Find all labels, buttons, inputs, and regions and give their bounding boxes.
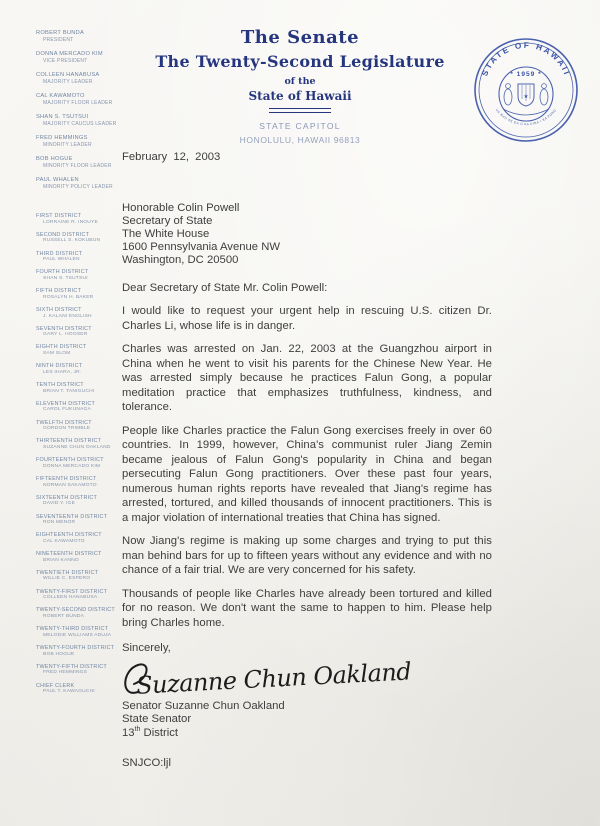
district-entry <box>36 514 128 527</box>
district-entry <box>36 664 128 677</box>
recipient-line: Honorable Colin Powell <box>122 201 240 214</box>
district-label: TWENTY-FIRST DISTRICT <box>36 588 108 595</box>
district-entry <box>36 683 128 696</box>
officer-entry <box>36 114 128 127</box>
officer-name: BOB HOGUE <box>36 156 73 162</box>
district-label: CHIEF CLERK <box>36 682 75 689</box>
officer-name: COLLEEN HANABUSA <box>36 72 100 78</box>
closing: Sincerely, <box>122 642 171 655</box>
officer-title: PRESIDENT <box>43 37 74 43</box>
district-entry <box>36 382 128 395</box>
letterhead-address-line2: HONOLULU, HAWAII 96813 <box>239 135 361 145</box>
district-senator-name: FRED HEMMINGS <box>43 670 88 676</box>
district-label: FIFTH DISTRICT <box>36 288 82 295</box>
district-entry <box>36 495 128 508</box>
officer-entry <box>36 51 128 64</box>
body-paragraph: Charles was arrested on Jan. 22, 2003 at the Guangzhou airport in China when he went to visit his parents for the Chinese New Year. He was arrested simply because he practices Falun Gong, a popular meditation practice that emphasizes truthfulness, kindness, and tolerance. <box>122 343 492 414</box>
date-line: February 12, 2003 <box>122 151 221 163</box>
officer-name: CAL KAWAMOTO <box>36 93 85 99</box>
district-senator-name: COLLEEN HANABUSA <box>43 595 98 601</box>
district-senator-name: ROBERT BUNDA <box>43 614 85 619</box>
officer-name: PAUL WHALEN <box>36 177 79 183</box>
district-senator-name: J. KALANI ENGLISH <box>43 313 92 319</box>
district-entry <box>36 645 128 658</box>
district-list <box>36 213 128 701</box>
district-entry <box>36 344 128 357</box>
district-senator-name: RON MENOR <box>43 520 76 526</box>
officer-entry <box>36 135 128 148</box>
district-senator-name: BRIAN T. TANIGUCHI <box>43 388 95 394</box>
officer-entry <box>36 156 128 169</box>
district-label: THIRD DISTRICT <box>36 250 83 257</box>
body-paragraph: I would like to request your urgent help in rescuing U.S. citizen Dr. Charles Li, whose life is in danger. <box>122 305 492 332</box>
district-entry <box>36 288 128 301</box>
district-senator-name: MELODIE WILLIAMS ADUJA <box>43 632 112 638</box>
reference-initials: SNJCO:ljl <box>122 757 171 770</box>
recipient-line: 1600 Pennsylvania Avenue NW <box>122 241 281 254</box>
district-label: FIFTEENTH DISTRICT <box>36 475 97 482</box>
signer-name: Senator Suzanne Chun Oakland <box>122 699 285 712</box>
seal-ring-text: STATE OF HAWAII <box>480 40 572 78</box>
letterhead-title: The Senate <box>240 27 360 48</box>
district-label: TWENTIETH DISTRICT <box>36 569 99 576</box>
district-entry <box>36 551 128 564</box>
recipient-line: Washington, DC 20500 <box>122 254 239 267</box>
district-senator-name: DAVID Y. IGE <box>43 501 76 507</box>
district-label: EIGHTH DISTRICT <box>36 344 87 351</box>
district-entry <box>36 363 128 376</box>
district-senator-name: PAUL T. KAWAGUCHI <box>43 689 95 695</box>
officer-title: MINORITY FLOOR LEADER <box>43 163 112 169</box>
officer-title: MAJORITY FLOOR LEADER <box>43 100 113 106</box>
district-senator-name: GORDON TRIMBLE <box>43 426 91 432</box>
district-label: ELEVENTH DISTRICT <box>36 400 96 407</box>
officer-entry <box>36 72 128 85</box>
district-senator-name: RUSSELL S. KOKUBUN <box>43 238 101 244</box>
district-senator-name: SUZANNE CHUN OAKLAND <box>43 444 111 450</box>
district-senator-name: BRIAN KANNO <box>43 557 79 563</box>
district-entry <box>36 438 128 451</box>
district-label: FOURTH DISTRICT <box>36 269 89 276</box>
signature-text: Suzanne Chun Oakland <box>135 656 412 700</box>
district-label: SEVENTEENTH DISTRICT <box>36 513 108 520</box>
senate-roster-sidebar <box>36 30 128 695</box>
district-senator-name: CAL KAWAMOTO <box>43 538 85 544</box>
district-label: SECOND DISTRICT <box>36 231 90 238</box>
officer-title: VICE PRESIDENT <box>43 58 88 64</box>
body-paragraph: Now Jiang's regime is making up some charges and trying to put this man behind bars for up to fifteen years without any evidence and with no chance of a fair trial. We are very concerned for his safety. <box>122 535 492 577</box>
district-entry <box>36 607 128 620</box>
officer-entry <box>36 30 128 43</box>
district-entry <box>36 401 128 414</box>
letterhead-subtitle: The Twenty-Second Legislature <box>155 52 445 71</box>
district-label: TWENTY-SECOND DISTRICT <box>36 607 115 614</box>
signer-title: State Senator <box>122 713 192 726</box>
district-entry <box>36 626 128 639</box>
district-entry <box>36 589 128 602</box>
district-entry <box>36 326 128 339</box>
seal-star-icon: ★ <box>523 94 529 100</box>
district-entry <box>36 420 128 433</box>
district-label: FOURTEENTH DISTRICT <box>36 457 104 464</box>
signature <box>116 654 416 704</box>
seal-motto: UA MAU KE EA O KA AINA I KA PONO <box>494 108 558 127</box>
officer-title: MAJORITY CAUCUS LEADER <box>43 121 117 127</box>
district-label: TWENTY-THIRD DISTRICT <box>36 626 109 633</box>
letterhead-rule <box>269 108 331 113</box>
district-label: SIXTEENTH DISTRICT <box>36 494 98 501</box>
district-senator-name: BOB HOGUE <box>43 651 75 657</box>
recipient-line: Secretary of State <box>122 214 213 227</box>
hawaii-state-seal-icon <box>472 36 580 144</box>
officer-title: MAJORITY LEADER <box>43 79 93 85</box>
district-label: SEVENTH DISTRICT <box>36 325 92 332</box>
officer-entry <box>36 177 128 190</box>
district-senator-name: WILLIE C. ESPERO <box>43 576 91 582</box>
district-entry <box>36 476 128 489</box>
letterhead <box>150 28 450 145</box>
district-label: NINTH DISTRICT <box>36 363 83 370</box>
salutation: Dear Secretary of State Mr. Colin Powell: <box>122 281 328 294</box>
body-paragraph: People like Charles practice the Falun Gong exercises freely in over 60 countries. In 1999, however, China's communist ruler Jiang Zemin became jealous of Falun Gong's popularity in China and began persecuting Falun Gong practitioners. Over these past four years, numerous human rights reports have revealed that Jiang's regime has arrested, tortured, and killed thousands of innocent practitioners. This is a major violation of international treaties that China has signed. <box>122 424 492 524</box>
district-entry <box>36 232 128 245</box>
district-senator-name: DONNA MERCADO KIM <box>43 463 101 469</box>
district-entry <box>36 269 128 282</box>
signer-district: 13th District <box>122 725 179 739</box>
district-entry <box>36 251 128 264</box>
letterhead-of-the: of the <box>284 76 316 87</box>
district-entry <box>36 457 128 470</box>
officer-name: FRED HEMMINGS <box>36 135 88 141</box>
letter-body <box>122 150 492 782</box>
district-label: TWELFTH DISTRICT <box>36 419 92 426</box>
district-entry <box>36 213 128 226</box>
letterhead-state: State of Hawaii <box>248 89 352 103</box>
seal-year: * 1959 * <box>510 71 542 78</box>
district-label: EIGHTEENTH DISTRICT <box>36 532 102 539</box>
recipient-line: The White House <box>122 227 210 240</box>
letterhead-address-line1: STATE CAPITOL <box>259 121 341 131</box>
officer-title: MINORITY POLICY LEADER <box>43 184 113 190</box>
officer-name: ROBERT BUNDA <box>36 30 84 36</box>
officer-list <box>36 30 128 190</box>
district-label: SIXTH DISTRICT <box>36 306 82 313</box>
district-entry <box>36 570 128 583</box>
district-entry <box>36 532 128 545</box>
district-label: TWENTY-FOURTH DISTRICT <box>36 644 115 651</box>
district-entry <box>36 307 128 320</box>
district-senator-name: PAUL WHALEN <box>43 257 80 263</box>
district-senator-name: ROSALYN H. BAKER <box>43 294 94 300</box>
district-label: TWENTY-FIFTH DISTRICT <box>36 663 107 670</box>
district-senator-name: CAROL FUKUNAGA <box>43 407 91 413</box>
officer-title: MINORITY LEADER <box>43 142 92 148</box>
district-senator-name: LES IHARA, JR. <box>43 369 82 375</box>
district-label: TENTH DISTRICT <box>36 382 84 389</box>
body-paragraph: Thousands of people like Charles have already been tortured and killed for no reason. We don't want the same to happen to him. Please help bring Charles home. <box>122 587 492 629</box>
district-senator-name: SAM SLOM <box>43 351 71 357</box>
officer-name: DONNA MERCADO KIM <box>36 51 103 57</box>
district-label: FIRST DISTRICT <box>36 213 82 219</box>
district-label: NINETEENTH DISTRICT <box>36 551 102 558</box>
district-senator-name: LORRAINE R. INOUYE <box>43 219 98 225</box>
officer-name: SHAN S. TSUTSUI <box>36 114 89 120</box>
district-senator-name: GARY L. HOOSER <box>43 332 88 338</box>
district-senator-name: SHAN S. TSUTSUI <box>43 275 88 281</box>
district-label: THIRTEENTH DISTRICT <box>36 438 102 445</box>
district-senator-name: NORMAN SAKAMOTO <box>43 482 97 488</box>
officer-entry <box>36 93 128 106</box>
